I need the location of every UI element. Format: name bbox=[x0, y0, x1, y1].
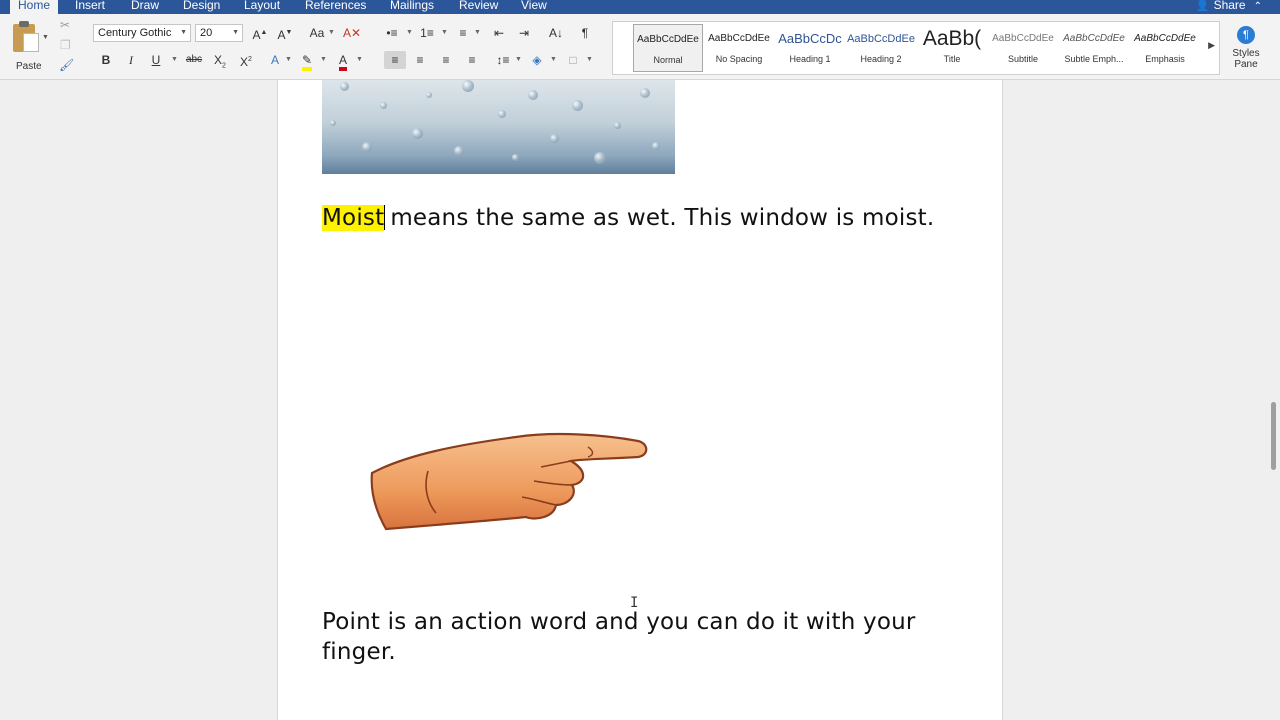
style-name: Heading 1 bbox=[789, 54, 831, 64]
style-sample: AaBbCcDdEe bbox=[1063, 33, 1125, 44]
tab-design[interactable]: Design bbox=[183, 0, 221, 12]
shrink-font-button[interactable] bbox=[275, 24, 295, 42]
style-name: Subtle Emph... bbox=[1064, 54, 1124, 64]
style-name: Normal bbox=[653, 55, 683, 65]
gallery-next-icon[interactable]: ▶ bbox=[1208, 40, 1215, 50]
text-effects-button[interactable] bbox=[266, 51, 284, 69]
italic-button[interactable] bbox=[123, 51, 139, 69]
change-case-button[interactable] bbox=[306, 24, 328, 42]
align-center-button[interactable] bbox=[410, 51, 430, 69]
bullets-dropdown-icon[interactable]: ▼ bbox=[406, 29, 413, 36]
collapse-ribbon-icon[interactable]: ⌃ bbox=[1253, 1, 1262, 12]
style-sample: AaBbCcDdEe bbox=[1134, 33, 1196, 44]
clear-formatting-button[interactable] bbox=[342, 24, 362, 42]
change-case-dropdown-icon[interactable]: ▼ bbox=[328, 29, 335, 36]
styles-pane-icon: ¶ bbox=[1237, 26, 1255, 44]
styles-gallery bbox=[612, 21, 1220, 75]
highlight-icon: ✎ bbox=[302, 53, 312, 71]
paste-dropdown-icon[interactable]: ▼ bbox=[42, 34, 49, 41]
borders-dropdown-icon[interactable]: ▼ bbox=[586, 56, 593, 63]
style-title[interactable] bbox=[917, 24, 987, 72]
highlight-dropdown-icon[interactable]: ▼ bbox=[320, 56, 327, 63]
text-effects-dropdown-icon[interactable]: ▼ bbox=[285, 56, 292, 63]
paragraph-point[interactable]: Point is an action word and you can do it with your finger. bbox=[322, 609, 916, 665]
multilevel-list-button[interactable] bbox=[454, 24, 472, 42]
increase-indent-button[interactable] bbox=[514, 24, 534, 42]
tab-draw[interactable]: Draw bbox=[131, 0, 160, 12]
paragraph-text[interactable]: means the same as wet. This window is moist. bbox=[390, 205, 935, 231]
bullets-button[interactable] bbox=[383, 24, 401, 42]
justify-button[interactable] bbox=[462, 51, 482, 69]
style-sample: AaBbCcDdEe bbox=[992, 33, 1054, 44]
strikethrough-icon: abc bbox=[185, 54, 203, 65]
numbering-icon: 1≡ bbox=[420, 26, 434, 40]
share-button[interactable] bbox=[1196, 0, 1262, 15]
align-left-button[interactable] bbox=[384, 51, 406, 69]
ribbon-home bbox=[0, 14, 1280, 80]
vertical-scrollbar[interactable] bbox=[1266, 160, 1280, 720]
italic-icon: I bbox=[129, 53, 133, 67]
multilevel-list-icon: ≡ bbox=[459, 26, 467, 40]
highlighted-word[interactable]: Moist bbox=[322, 205, 385, 231]
style-heading-1[interactable] bbox=[775, 24, 845, 72]
bold-button[interactable] bbox=[98, 51, 114, 69]
increase-indent-icon: ⇥ bbox=[518, 26, 530, 40]
tab-insert[interactable]: Insert bbox=[75, 0, 106, 12]
tab-references[interactable]: References bbox=[305, 0, 367, 12]
shading-button[interactable] bbox=[528, 51, 546, 69]
subscript-button[interactable] bbox=[210, 51, 230, 69]
font-color-dropdown-icon[interactable]: ▼ bbox=[356, 56, 363, 63]
style-sample: AaBbCcDdEe bbox=[847, 33, 915, 45]
text-cursor bbox=[384, 205, 385, 230]
share-icon: 👤 bbox=[1195, 0, 1210, 12]
align-center-icon: ≡ bbox=[416, 53, 424, 67]
style-no-spacing[interactable] bbox=[704, 24, 774, 72]
bold-icon: B bbox=[101, 53, 111, 67]
grow-font-icon: A▲ bbox=[252, 28, 268, 42]
line-spacing-dropdown-icon[interactable]: ▼ bbox=[515, 56, 522, 63]
cut-icon[interactable]: ✂ bbox=[60, 18, 71, 32]
style-heading-2[interactable] bbox=[846, 24, 916, 72]
change-case-icon: Aa bbox=[309, 26, 325, 40]
grow-font-button[interactable] bbox=[250, 24, 270, 42]
style-subtle-emphasis[interactable] bbox=[1059, 24, 1129, 72]
style-name: Heading 2 bbox=[860, 54, 902, 64]
font-name-field[interactable] bbox=[93, 24, 191, 42]
style-subtitle[interactable] bbox=[988, 24, 1058, 72]
tab-layout[interactable]: Layout bbox=[244, 0, 281, 12]
tab-home[interactable]: Home bbox=[10, 0, 58, 14]
style-name: Emphasis bbox=[1145, 54, 1185, 64]
subscript-icon: $X_2$ bbox=[214, 53, 226, 70]
align-right-button[interactable] bbox=[436, 51, 456, 69]
justify-icon: ≡ bbox=[468, 53, 476, 67]
sort-button[interactable] bbox=[546, 24, 566, 42]
style-name: Subtitle bbox=[1007, 54, 1039, 64]
font-size-value: 20 bbox=[200, 27, 213, 39]
document-area[interactable] bbox=[0, 80, 1280, 720]
ribbon-tab-bar bbox=[0, 0, 1280, 14]
superscript-button[interactable] bbox=[236, 51, 256, 69]
font-name-dropdown-icon: ▼ bbox=[180, 29, 187, 36]
align-left-icon: ≡ bbox=[391, 53, 399, 67]
borders-button[interactable] bbox=[563, 51, 583, 69]
bullets-icon: •≡ bbox=[386, 26, 398, 40]
style-name: No Spacing bbox=[715, 54, 763, 64]
line-spacing-button[interactable] bbox=[493, 51, 513, 69]
paragraph-moist[interactable] bbox=[322, 205, 934, 231]
paste-button[interactable] bbox=[8, 20, 50, 78]
decrease-indent-icon: ⇤ bbox=[493, 26, 505, 40]
ibeam-cursor-icon: I bbox=[630, 595, 639, 611]
copy-icon[interactable]: ❐ bbox=[60, 38, 71, 52]
style-sample: AaBbCcDdEe bbox=[708, 33, 770, 44]
style-sample: AaBb( bbox=[922, 27, 982, 50]
underline-icon: U bbox=[151, 53, 161, 67]
superscript-icon: $X^2$ bbox=[240, 55, 252, 69]
rain-window-image[interactable] bbox=[322, 80, 675, 174]
numbering-button[interactable] bbox=[418, 24, 436, 42]
align-right-icon: ≡ bbox=[442, 53, 450, 67]
text-effects-icon: A bbox=[270, 53, 279, 67]
tab-review[interactable]: Review bbox=[459, 0, 499, 12]
underline-dropdown-icon[interactable]: ▼ bbox=[171, 56, 178, 63]
highlight-button[interactable] bbox=[297, 51, 317, 69]
font-color-button[interactable] bbox=[333, 51, 353, 69]
hand-shape bbox=[372, 434, 647, 529]
format-painter-icon[interactable]: 🖌 bbox=[59, 58, 75, 72]
sort-icon: A↓ bbox=[548, 26, 563, 40]
underline-button[interactable] bbox=[148, 51, 164, 69]
clear-formatting-icon: A✕ bbox=[342, 26, 362, 40]
show-formatting-button[interactable] bbox=[576, 24, 594, 42]
shading-icon: ◈ bbox=[532, 53, 542, 67]
pointing-hand-image[interactable] bbox=[366, 425, 656, 535]
font-color-icon: A bbox=[339, 53, 347, 71]
scrollbar-thumb[interactable] bbox=[1271, 402, 1276, 470]
shading-dropdown-icon[interactable]: ▼ bbox=[550, 56, 557, 63]
style-sample: AaBbCcDc bbox=[778, 31, 842, 46]
share-label: Share bbox=[1213, 0, 1246, 12]
multilevel-list-dropdown-icon[interactable]: ▼ bbox=[474, 29, 481, 36]
tab-view[interactable]: View bbox=[521, 0, 547, 12]
font-size-field[interactable] bbox=[195, 24, 243, 42]
styles-pane-button[interactable] bbox=[1224, 22, 1268, 78]
paste-icon bbox=[13, 24, 35, 52]
line-spacing-icon: ↕≡ bbox=[496, 53, 510, 67]
style-normal[interactable] bbox=[633, 24, 703, 72]
font-name-value: Century Gothic bbox=[98, 27, 172, 39]
styles-pane-label: Styles Pane bbox=[1232, 48, 1260, 70]
strikethrough-button[interactable] bbox=[183, 51, 205, 69]
decrease-indent-button[interactable] bbox=[489, 24, 509, 42]
font-size-dropdown-icon: ▼ bbox=[232, 29, 239, 36]
document-page[interactable] bbox=[277, 80, 1003, 720]
borders-icon: □ bbox=[569, 53, 577, 67]
style-sample: AaBbCcDdEe bbox=[637, 34, 699, 45]
style-emphasis[interactable] bbox=[1130, 24, 1200, 72]
style-name: Title bbox=[943, 54, 961, 64]
tab-mailings[interactable]: Mailings bbox=[390, 0, 435, 12]
pilcrow-icon: ¶ bbox=[581, 26, 589, 40]
paste-label: Paste bbox=[16, 61, 42, 72]
shrink-font-icon: A▼ bbox=[277, 28, 293, 42]
numbering-dropdown-icon[interactable]: ▼ bbox=[441, 29, 448, 36]
